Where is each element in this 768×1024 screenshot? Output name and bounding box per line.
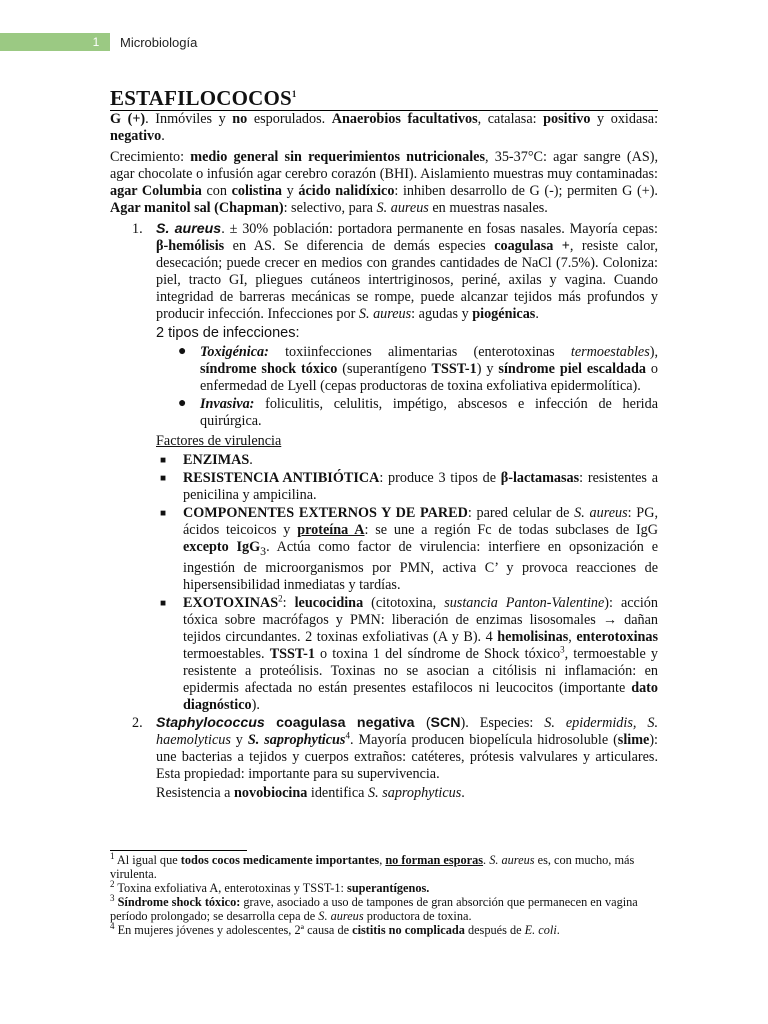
bullet-icon: ● bbox=[178, 344, 187, 359]
page-number: 1 bbox=[92, 35, 100, 49]
list-item-wall-components: ■ COMPONENTES EXTERNOS Y DE PARED: pared celular de S. aureus: PG, ácidos teicoicos y proteína A: se une a región Fc de todas subclases de IgG excepto IgG$_3$. Actúa como factor de virulencia: interfiere en opsonización e ingestión de microorganismos por PMN, activa C’ y provoca reacciones de hipersensibilidad inmediatas y tardías. bbox=[160, 505, 659, 593]
footnotes bbox=[110, 850, 658, 937]
growth-paragraph: Crecimiento: medio general sin requerimientos nutricionales, 35-37°C: agar sangre (AS), agar chocolate o infusión agar cerebro corazón (BHI). Aislamiento muestras muy contaminadas: agar Columbia con colistina y ácido nalidíxico: inhiben desarrollo de G (-); permiten G (+). Agar manitol sal (Chapman): selectivo, para S. aureus en muestras nasales. bbox=[110, 149, 658, 216]
list-item-toxigenic: ● Toxigénica: toxiinfecciones alimentarias (enterotoxinas termoestables), síndrome shock tóxico (superantígeno TSST-1) y síndrome piel escaldada o enfermedad de Lyell (cepas productoras de toxina exfoliativa epidermolítica). bbox=[178, 344, 659, 394]
header-title: Microbiología bbox=[120, 35, 198, 50]
footnote-1: $^1$ Al igual que todos cocos medicamente importantes, no forman esporas. S. aureus es, con mucho, más virulenta. bbox=[110, 850, 635, 881]
list-item-invasive: ● Invasiva: foliculitis, celulitis, impétigo, abscesos e infección de herida quirúrgica. bbox=[178, 396, 658, 429]
scn-resistance-line: Resistencia a novobiocina identifica S. saprophyticus. bbox=[156, 784, 465, 801]
list-item-antibiotic-resistance: ■ RESISTENCIA ANTIBIÓTICA: produce 3 tipos de β-lactamasas: resistentes a penicilina y ampicilina. bbox=[160, 470, 658, 503]
footnote-ref: 1 bbox=[291, 89, 297, 99]
list-item-scn: 2. Staphylococcus coagulasa negativa (SCN). Especies: S. epidermidis, S. haemolyticus y S. saprophyticus$^4$. Mayoría producen biopelícula hidrosoluble (slime): une bacterias a tejidos y cuerpos extraños: catéteres, prótesis valvulares y articulares. Esta propiedad: importante para su supervivencia. bbox=[132, 714, 659, 782]
document-body bbox=[110, 86, 658, 802]
page-title: ESTAFILOCOCOS$^1$ bbox=[110, 86, 658, 111]
footnote-separator bbox=[110, 850, 247, 851]
bullet-icon: ● bbox=[178, 396, 187, 411]
list-item-exotoxins: ■ EXOTOXINAS$^2$: leucocidina (citotoxina, sustancia Panton-Valentine): acción tóxica sobre macrófagos y PMN: liberación de enzimas lisosomales → dañan tejidos circundantes. 2 toxinas exfoliativas (A y B). 4 hemolisinas, enterotoxinas termoestables. TSST-1 o toxina 1 del síndrome de Shock tóxico$^3$, termoestable y resistente a proteólisis. Toxinas no se asocian a citólisis ni inflamación: en epidermis afectada no están presentes estafilocos ni leucocitos (importante dato diagnóstico). bbox=[160, 593, 659, 713]
infections-heading: 2 tipos de infecciones: bbox=[156, 325, 300, 341]
square-bullet-icon: ■ bbox=[160, 455, 167, 466]
footnote-3: $^3$ Síndrome shock tóxico: grave, asociado a uso de tampones de gran absorción que permanecen en vagina período prolongado; se desarrolla cepa de S. aureus productora de toxina. bbox=[110, 892, 638, 923]
list-item-enzymes: ■ ENZIMAS. bbox=[160, 452, 253, 468]
square-bullet-icon: ■ bbox=[160, 508, 167, 519]
list-item-s-aureus: 1. S. aureus. ± 30% población: portadora permanente en fosas nasales. Mayoría cepas: β-hemólisis en AS. Se diferencia de demás especies coagulasa +, resiste calor, desecación; puede crecer en medios con grandes cantidades de NaCl (7.5%). Coloniza: piel, tracto GI, pliegues cutáneos intertriginosos, periné, axilas y vagina. Cuando integridad de barreras mecánicas se rompe, puede alcanzar tejidos más profundos y producir infección. Infecciones por S. aureus: agudas y piogénicas. bbox=[132, 221, 659, 322]
square-bullet-icon: ■ bbox=[160, 597, 167, 609]
virulence-heading: Factores de virulencia bbox=[156, 433, 282, 449]
page-header bbox=[0, 33, 768, 53]
footnote-4: $^4$ En mujeres jóvenes y adolescentes, 2ª causa de cistitis no complicada después de E. coli. bbox=[110, 920, 560, 937]
square-bullet-icon: ■ bbox=[160, 473, 167, 484]
intro-paragraph: G (+). Inmóviles y no esporulados. Anaerobios facultativos, catalasa: positivo y oxidasa: negativo. bbox=[110, 111, 659, 144]
footnote-2: $^2$ Toxina exfoliativa A, enterotoxinas y TSST-1: superantígenos. bbox=[110, 878, 430, 895]
